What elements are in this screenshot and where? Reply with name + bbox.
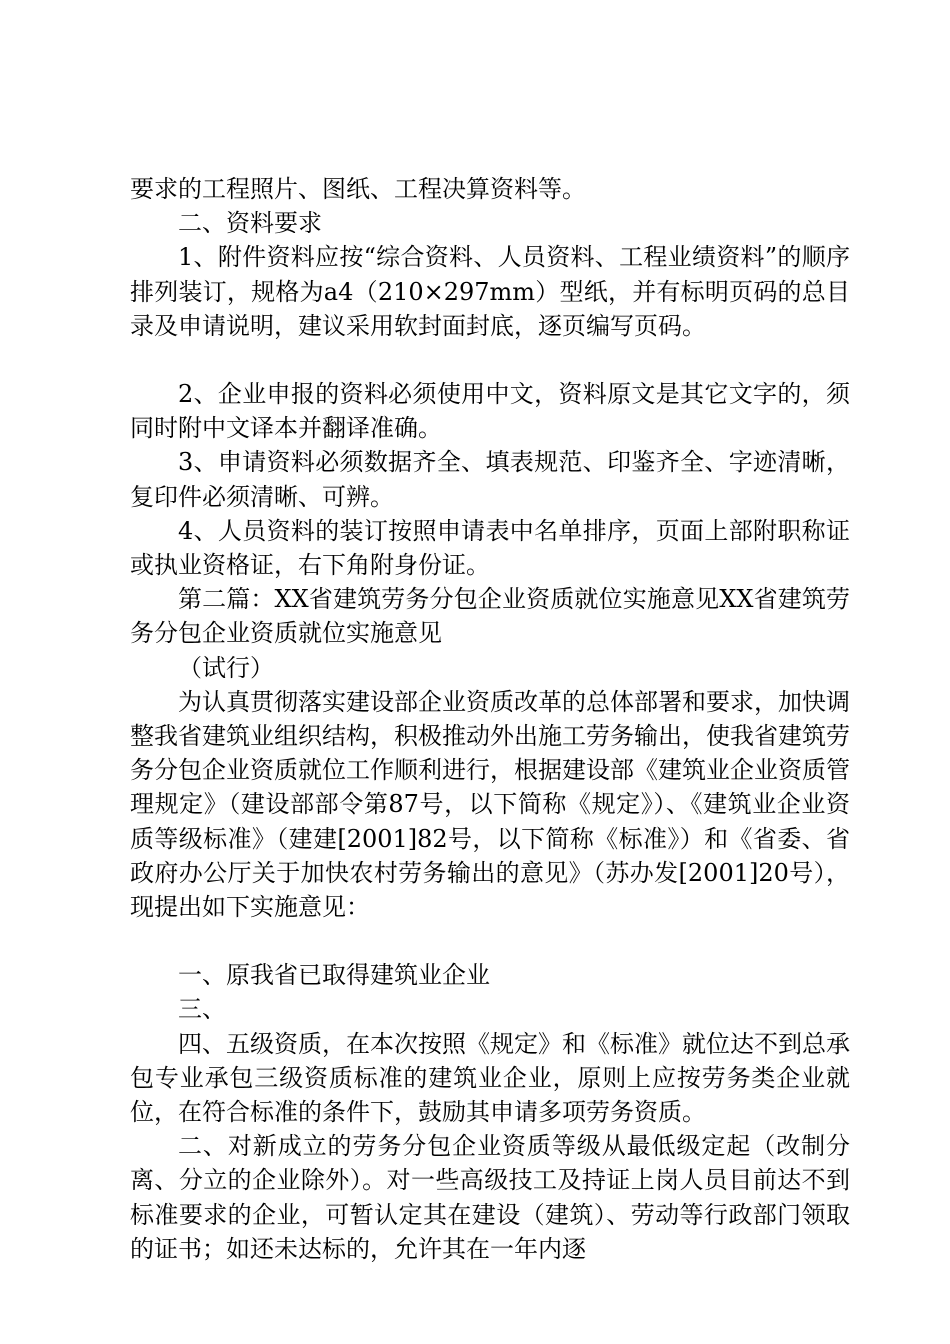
paragraph-item-1: 一、原我省已取得建筑业企业 [178, 961, 490, 990]
paragraph-item-4: 四、五级资质，在本次按照《规定》和《标准》就位达不到总承包专业承包三级资质标准的建筑业企业，原则上应按劳务类企业就位，在符合标准的条件下，鼓励其申请多项劳务资质。 [130, 1029, 850, 1127]
chapter-title-part-two: 第二篇：XX省建筑劳务分包企业资质就位实施意见XX省建筑劳务分包企业资质就位实施意见 [130, 585, 850, 648]
document-body [130, 172, 850, 1266]
section-heading-materials-requirements: 二、资料要求 [178, 209, 322, 238]
paragraph-introduction: 为认真贯彻落实建设部企业资质改革的总体部署和要求，加快调整我省建筑业组织结构，积极推动外出施工劳务输出，使我省建筑劳务分包企业资质就位工作顺利进行，根据建设部《建筑业企业资质管理规定》（建设部部令第87号，以下简称《规定》）、《建筑业企业资质等级标准》（建建[2001]82号，以下简称《标准》）和《省委、省政府办公厅关于加快农村劳务输出的意见》（苏办发[2001]20号），现提出如下实施意见： [130, 687, 850, 922]
paragraph-requirement-4: 4、人员资料的装订按照申请表中名单排序，页面上部附职称证或执业资格证，右下角附身份证。 [130, 516, 850, 580]
paragraph-requirement-1: 1、附件资料应按“综合资料、人员资料、工程业绩资料”的顺序排列装订，规格为a4（210×297mm）型纸，并有标明页码的总目录及申请说明，建议采用软封面封底，逐页编写页码。 [130, 243, 850, 340]
paragraph-1: 要求的工程照片、图纸、工程决算资料等。 [130, 175, 586, 203]
paragraph-item-3: 三、 [178, 995, 226, 1024]
chapter-subtitle-trial: （试行） [178, 653, 274, 682]
paragraph-requirement-2: 2、企业申报的资料必须使用中文，资料原文是其它文字的，须同时附中文译本并翻译准确。 [130, 380, 850, 443]
paragraph-requirement-3: 3、申请资料必须数据齐全、填表规范、印鉴齐全、字迹清晰，复印件必须清晰、可辨。 [130, 448, 850, 511]
paragraph-item-2: 二、对新成立的劳务分包企业资质等级从最低级定起（改制分离、分立的企业除外）。对一些高级技工及持证上岗人员目前达不到标准要求的企业，可暂认定其在建设（建筑）、劳动等行政部门领取的证书；如还未达标的，允许其在一年内逐 [130, 1132, 850, 1263]
